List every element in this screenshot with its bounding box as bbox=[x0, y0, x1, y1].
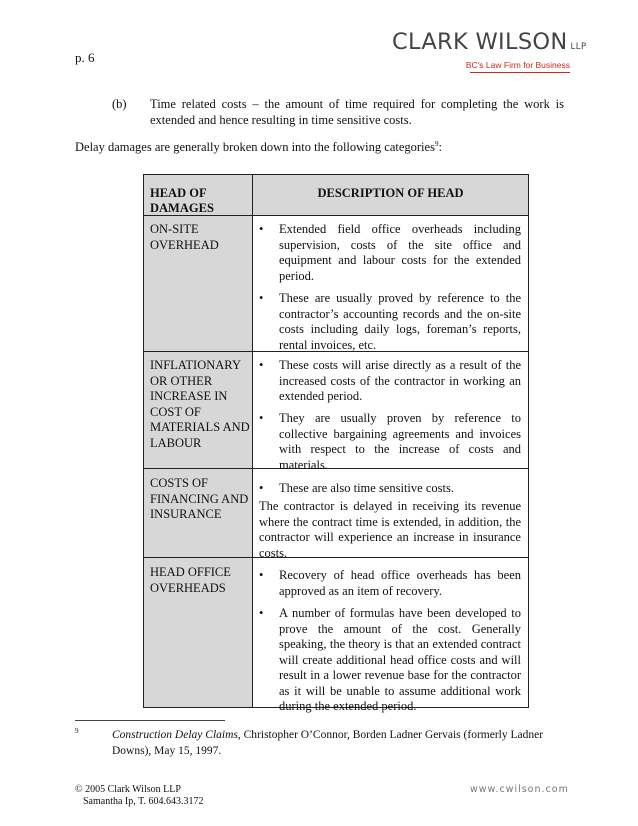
row-head-costs-of-financing: COSTS OF FINANCING AND INSURANCE bbox=[150, 476, 249, 521]
table-row-bullet: • A number of formulas have been developed to prove the amount of the cost. Generally speaking, the theory is that an extended contract will create additional head office costs and will result in a lower revenue base for the contractor as it will be unable to assume additional work during the extended period. bbox=[259, 606, 521, 713]
footer-website: www.cwilson.com bbox=[470, 784, 569, 795]
row-head-on-site-overhead: ON-SITE OVERHEAD bbox=[150, 222, 219, 252]
logo-tagline: BC's Law Firm for Business bbox=[465, 60, 570, 70]
footer-copyright: © 2005 Clark Wilson LLP bbox=[75, 784, 181, 795]
footnote-title: Construction Delay Claims bbox=[112, 729, 238, 741]
bullet-icon: • bbox=[259, 411, 264, 425]
header-description: DESCRIPTION OF HEAD bbox=[317, 186, 464, 200]
table-row-bullet: • They are usually proven by reference to collective bargaining agreements and invoices with respect to the increase of costs and materials. bbox=[259, 411, 521, 472]
footnote-divider bbox=[75, 720, 225, 721]
table-row-bullet: • These costs will arise directly as a result of the increased costs of the contractor in working an extended period. bbox=[259, 358, 521, 403]
header-head-of-damages: HEAD OF DAMAGES bbox=[150, 186, 214, 215]
list-item-label: (b) bbox=[112, 97, 127, 111]
page-footer bbox=[75, 784, 203, 808]
logo-divider bbox=[470, 72, 570, 73]
bullet-icon: • bbox=[259, 222, 264, 236]
damages-table bbox=[143, 174, 529, 713]
bullet-icon: • bbox=[259, 358, 264, 372]
logo-llp: LLP bbox=[570, 42, 587, 52]
table-row-bullet: • These are usually proved by reference to the contractor’s accounting records and the on-site costs including daily logs, foreman’s reports, rental invoices, etc. bbox=[259, 291, 521, 352]
bullet-icon: • bbox=[259, 606, 264, 620]
list-item-text: Time related costs – the amount of time required for completing the work is extended and hence resulting in time sensitive costs. bbox=[150, 97, 564, 127]
table-row-bullet: • Extended field office overheads including supervision, costs of the site office and equipment and labour costs for the extended period. bbox=[259, 222, 521, 283]
bullet-icon: • bbox=[259, 481, 264, 495]
row-head-head-office-overheads: HEAD OFFICE OVERHEADS bbox=[150, 565, 231, 595]
table-row-paragraph: The contractor is delayed in receiving its revenue where the contract time is extended, in addition, the contractor will experience an increase in insurance costs. bbox=[259, 499, 521, 560]
table-row-bullet: • These are also time sensitive costs. bbox=[259, 481, 454, 495]
bullet-icon: • bbox=[259, 291, 264, 305]
footnote-number: 9 bbox=[75, 727, 79, 735]
footer-contact: Samantha Ip, T. 604.643.3172 bbox=[83, 796, 204, 807]
row-head-inflationary: INFLATIONARY OR OTHER INCREASE IN COST OF MATERIALS AND LABOUR bbox=[150, 358, 250, 450]
clark-wilson-logo bbox=[392, 29, 587, 70]
footnote-ref: 9 bbox=[434, 140, 439, 148]
logo-name: CLARK WILSON LLP bbox=[392, 29, 587, 55]
footnote-text: Construction Delay Claims, Christopher O’Connor, Borden Ladner Gervais (formerly Ladner Downs), May 15, 1997. bbox=[112, 729, 544, 757]
intro-paragraph: Delay damages are generally broken down into the following categories$^9$: bbox=[75, 140, 442, 155]
page-number: p. 6 bbox=[75, 50, 95, 65]
bullet-icon: • bbox=[259, 568, 264, 582]
table-row-bullet: • Recovery of head office overheads has been approved as an item of recovery. bbox=[259, 568, 521, 598]
